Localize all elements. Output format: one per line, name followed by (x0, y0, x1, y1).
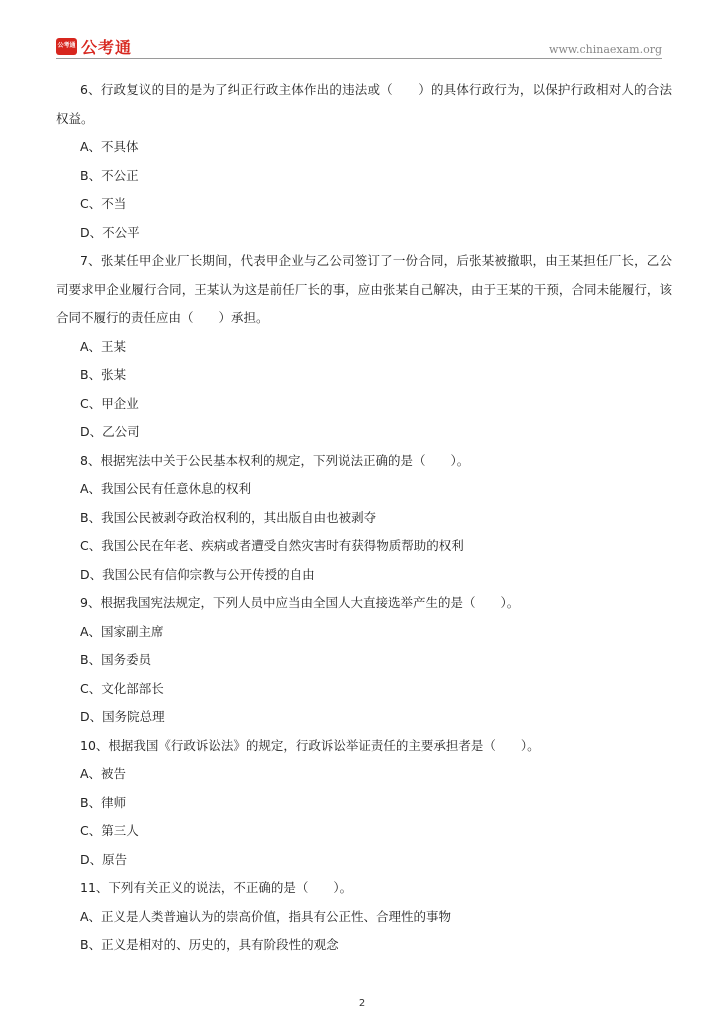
question-text: 7、张某任甲企业厂长期间，代表甲企业与乙公司签订了一份合同，后张某被撤职，由王某担任厂长，乙公司要求甲企业履行合同，王某认为这是前任厂长的事，应由张某自己解决，由于王某的干预，合同未能履行，该合同不履行的责任应由（ ）承担。 (56, 253, 672, 325)
question-block (56, 76, 672, 247)
option: D、乙公司 (80, 424, 140, 439)
page-number: 2 (358, 998, 366, 1009)
option: B、张某 (80, 367, 127, 382)
option: D、我国公民有信仰宗教与公开传授的自由 (80, 566, 315, 582)
page-header (56, 36, 662, 59)
option: A、王某 (80, 338, 127, 354)
question-text: 9、根据我国宪法规定，下列人员中应当由全国人大直接选举产生的是（ ）。 (80, 595, 520, 610)
option: B、国务委员 (80, 652, 152, 667)
question-text: 10、根据我国《行政诉讼法》的规定，行政诉讼举证责任的主要承担者是（ ）。 (80, 737, 540, 753)
option: A、我国公民有任意休息的权利 (80, 481, 252, 496)
question-text: 8、根据宪法中关于公民基本权利的规定，下列说法正确的是（ ）。 (80, 452, 470, 468)
option: C、第三人 (80, 823, 139, 838)
question-text: 11、下列有关正义的说法，不正确的是（ ）。 (80, 880, 353, 895)
logo-text: 公考通 (81, 37, 133, 57)
option: A、国家副主席 (80, 623, 164, 639)
question-block (56, 447, 672, 590)
question-text: 6、行政复议的目的是为了纠正行政主体作出的违法或（ ）的具体行政行为，以保护行政相对人的合法权益。 (56, 82, 672, 126)
site-url: www.chinaexam.org (549, 43, 662, 56)
option: B、我国公民被剥夺政治权利的，其出版自由也被剥夺 (80, 509, 377, 525)
question-block (56, 247, 672, 447)
option: C、我国公民在年老、疾病或者遭受自然灾害时有获得物质帮助的权利 (80, 538, 464, 553)
logo (56, 36, 132, 56)
logo-badge: 公考通 (56, 38, 77, 55)
option: A、不具体 (80, 139, 139, 154)
question-block (56, 589, 672, 732)
option: C、甲企业 (80, 395, 139, 411)
option: C、文化部部长 (80, 680, 164, 696)
option: B、正义是相对的、历史的，具有阶段性的观念 (80, 937, 339, 952)
question-block (56, 732, 672, 875)
question-block (56, 874, 672, 960)
option: D、原告 (80, 851, 128, 867)
option: D、不公平 (80, 224, 140, 240)
option: B、不公正 (80, 167, 139, 183)
option: D、国务院总理 (80, 709, 165, 724)
option: B、律师 (80, 794, 127, 810)
question-list (56, 76, 672, 960)
option: A、正义是人类普遍认为的崇高价值，指具有公正性、合理性的事物 (80, 908, 452, 924)
option: C、不当 (80, 196, 127, 211)
option: A、被告 (80, 766, 127, 781)
